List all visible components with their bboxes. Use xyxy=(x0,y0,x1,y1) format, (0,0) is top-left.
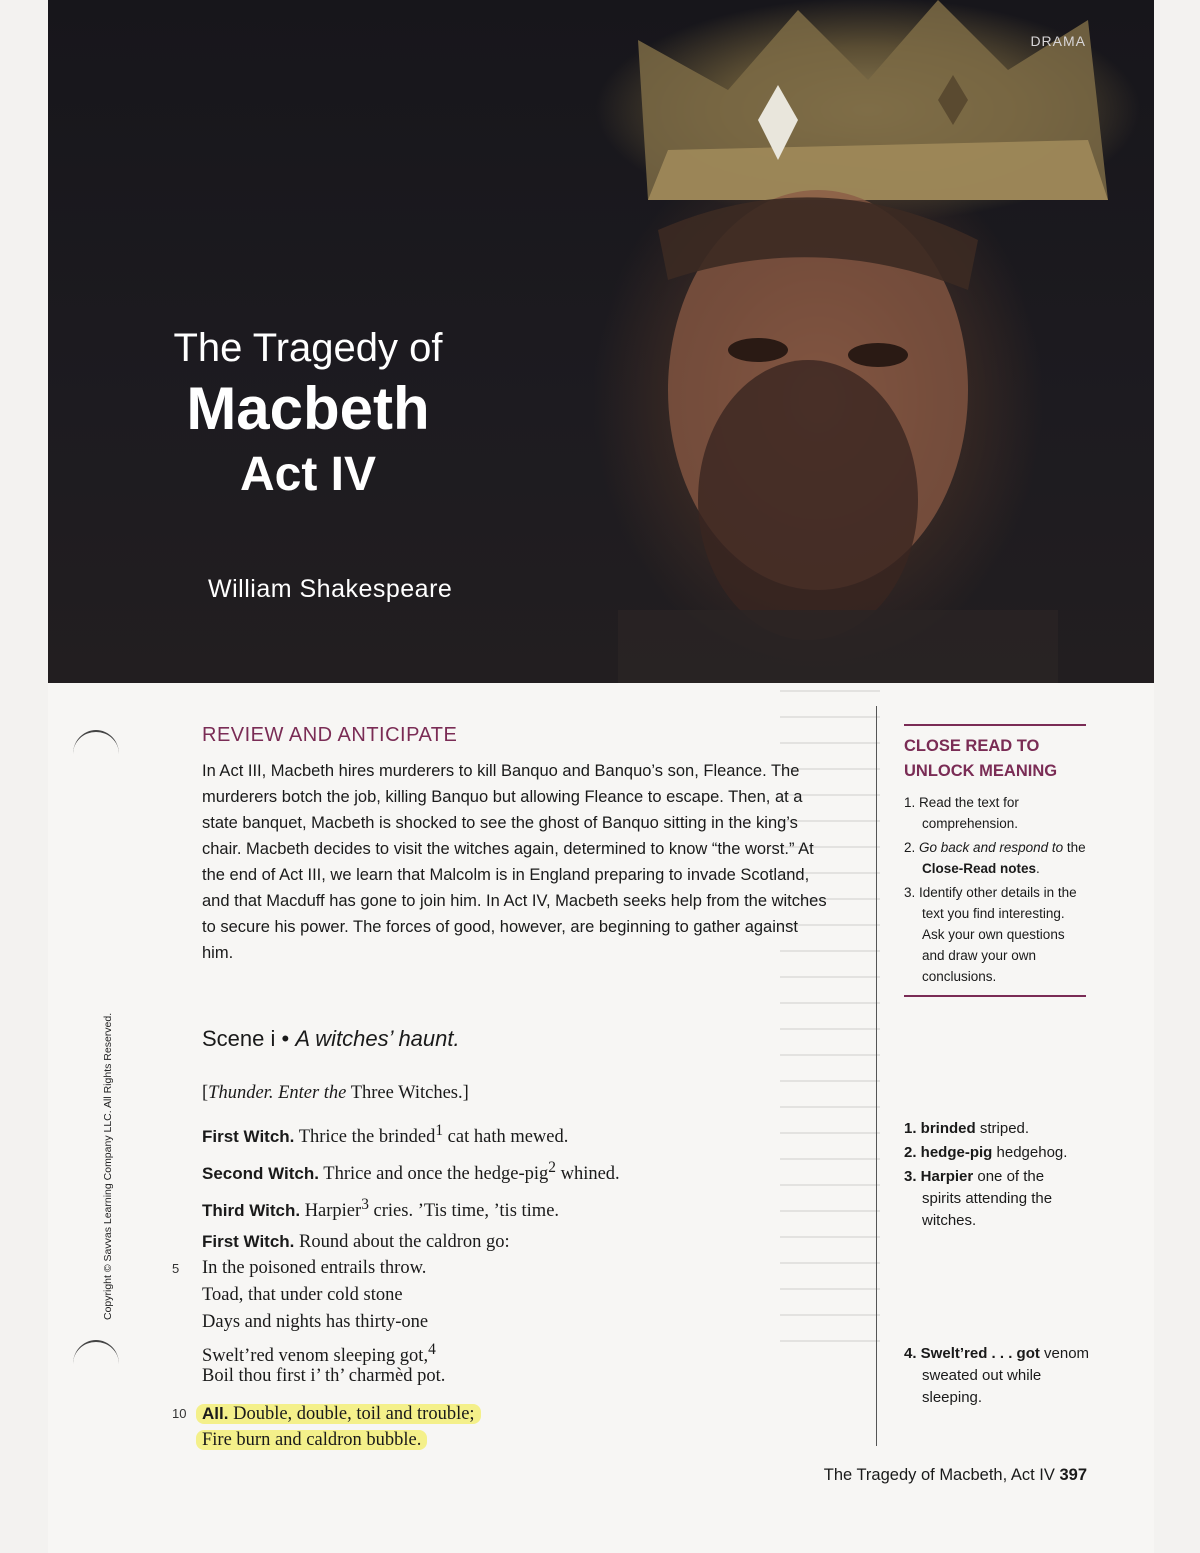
verse-text: Swelt’red venom sleeping got, xyxy=(202,1346,429,1367)
stage-direction xyxy=(202,1080,762,1107)
verse-text: In the poisoned entrails throw. xyxy=(202,1258,427,1278)
sidebar-title-2: UNLOCK MEANING xyxy=(904,762,1058,780)
line-text: whined. xyxy=(555,1164,620,1185)
line-text: Thrice the brinded xyxy=(298,1127,436,1148)
verse-text: Toad, that under cold stone xyxy=(202,1285,403,1305)
page-number: 397 xyxy=(1059,1466,1087,1484)
verse-text: Days and nights has thirty-one xyxy=(202,1312,429,1332)
play-line xyxy=(202,1228,762,1255)
highlighted-text xyxy=(196,1430,427,1450)
step-bold: Close-Read notes xyxy=(922,861,1037,876)
step-number: 2. xyxy=(904,840,916,855)
step-number: 1. xyxy=(904,795,916,810)
line-text: Thrice and once the hedge-pig xyxy=(323,1164,549,1185)
footnote xyxy=(904,1118,1086,1140)
play-line xyxy=(202,1117,762,1148)
line-number: 10 xyxy=(172,1406,187,1421)
step-item xyxy=(904,792,1086,834)
verse-line xyxy=(202,1336,762,1367)
step-text: Read the text for comprehension. xyxy=(919,795,1019,831)
footnote-def: venom sweated out while sleeping. xyxy=(922,1345,1090,1406)
title-main: Macbeth xyxy=(186,375,430,442)
step-item xyxy=(904,882,1086,987)
footnote-def: hedgehog. xyxy=(992,1144,1068,1161)
step-text: Go back and respond to xyxy=(919,840,1064,855)
sidebar-title-1: CLOSE READ TO xyxy=(904,737,1040,755)
play-line xyxy=(202,1191,762,1222)
step-text: Identify other details in the text you find interesting. Ask your own questions and draw your own conclusions. xyxy=(919,885,1077,984)
stage-bracket: [ xyxy=(202,1083,209,1103)
step-text: . xyxy=(1036,861,1040,876)
highlighted-text xyxy=(196,1404,481,1424)
footnote xyxy=(904,1142,1086,1164)
punch-hole-mark xyxy=(73,730,119,778)
footnote-term: 3. Harpier xyxy=(904,1168,974,1185)
stage-italic: Thunder. Enter the xyxy=(208,1083,347,1103)
line-number: 5 xyxy=(172,1261,180,1276)
chorus-line xyxy=(172,1400,762,1427)
line-text: Harpier xyxy=(304,1201,362,1222)
footnote xyxy=(904,1343,1104,1409)
hero-banner xyxy=(48,0,1154,683)
speaker: All. xyxy=(202,1404,229,1423)
section-label: DRAMA xyxy=(1030,33,1086,49)
verse-line xyxy=(202,1363,762,1390)
verse-line xyxy=(202,1309,762,1336)
review-body: In Act III, Macbeth hires murderers to kill Banquo and Banquo’s son, Fleance. The murderers botch the job, killing Banquo but allowing Fleance to escape. Then, at a state banquet, Macbeth is shocked to see the ghost of Banquo sitting in the king’s chair. Macbeth decides to visit the witches again, determined to know “the worst.” At the end of Act III, we learn that Malcolm is in England preparing to invade Scotland, and that Macduff has gone to join him. In Act IV, Macbeth seeks help from the witches to secure his power. The forces of good, however, are beginning to gather against him. xyxy=(202,762,827,962)
step-number: 3. xyxy=(904,885,916,900)
column-divider xyxy=(876,706,877,1446)
chorus-text: Fire burn and caldron bubble. xyxy=(202,1430,422,1450)
sidebar-rule-bottom xyxy=(904,995,1086,997)
chorus-line xyxy=(202,1427,762,1454)
scene-label: Scene i • xyxy=(202,1026,290,1051)
author-name: William Shakespeare xyxy=(208,575,453,603)
footnote-ref: 4 xyxy=(428,1341,436,1358)
step-text: the xyxy=(1063,840,1086,855)
stage-rest: Three Witches.] xyxy=(350,1083,469,1103)
chorus-text: Double, double, toil and trouble; xyxy=(233,1404,475,1424)
actor-portrait xyxy=(618,170,1058,683)
footnote xyxy=(904,1166,1086,1232)
running-title: The Tragedy of Macbeth, Act IV xyxy=(823,1466,1055,1484)
punch-hole-mark xyxy=(73,1340,119,1388)
close-read-steps xyxy=(904,792,1086,987)
speaker: First Witch. xyxy=(202,1232,295,1251)
footnote-ref: 2 xyxy=(548,1159,556,1176)
verse-line xyxy=(202,1282,762,1309)
speaker: First Witch. xyxy=(202,1127,295,1147)
close-read-sidebar xyxy=(904,724,1086,997)
sidebar-rule-top xyxy=(904,724,1086,726)
speaker: Second Witch. xyxy=(202,1164,319,1184)
footnote-term: 2. hedge-pig xyxy=(904,1144,993,1161)
footnotes xyxy=(904,1118,1086,1234)
line-text: Round about the caldron go: xyxy=(299,1232,510,1252)
verse-text: Boil thou first i’ th’ charmèd pot. xyxy=(202,1366,446,1386)
scene-setting: A witches’ haunt. xyxy=(295,1026,460,1051)
page-footer xyxy=(824,1466,1087,1485)
title-block xyxy=(48,322,568,506)
title-act: Act IV xyxy=(239,448,377,501)
footnote-ref: 1 xyxy=(435,1122,444,1139)
play-text xyxy=(172,1080,762,1454)
footnote-ref: 3 xyxy=(361,1196,369,1213)
play-line xyxy=(202,1154,762,1185)
review-heading: REVIEW AND ANTICIPATE xyxy=(202,724,458,746)
footnote-term: 1. brinded xyxy=(904,1120,976,1137)
line-text: cries. ’Tis time, ’tis time. xyxy=(368,1201,560,1222)
footnote-term: 4. Swelt’red . . . got xyxy=(904,1345,1040,1362)
line-text: cat hath mewed. xyxy=(443,1127,569,1148)
verse-line xyxy=(172,1255,762,1282)
step-item xyxy=(904,837,1086,879)
footnote-def: one of the spirits attending the witches. xyxy=(922,1168,1053,1229)
copyright-notice: Copyright © Savvas Learning Company LLC. All Rights Reserved. xyxy=(102,1012,114,1320)
footnote-def: striped. xyxy=(975,1120,1030,1137)
scene-heading xyxy=(202,1026,460,1052)
title-line-1: The Tragedy of xyxy=(173,326,443,370)
speaker: Third Witch. xyxy=(202,1201,301,1221)
